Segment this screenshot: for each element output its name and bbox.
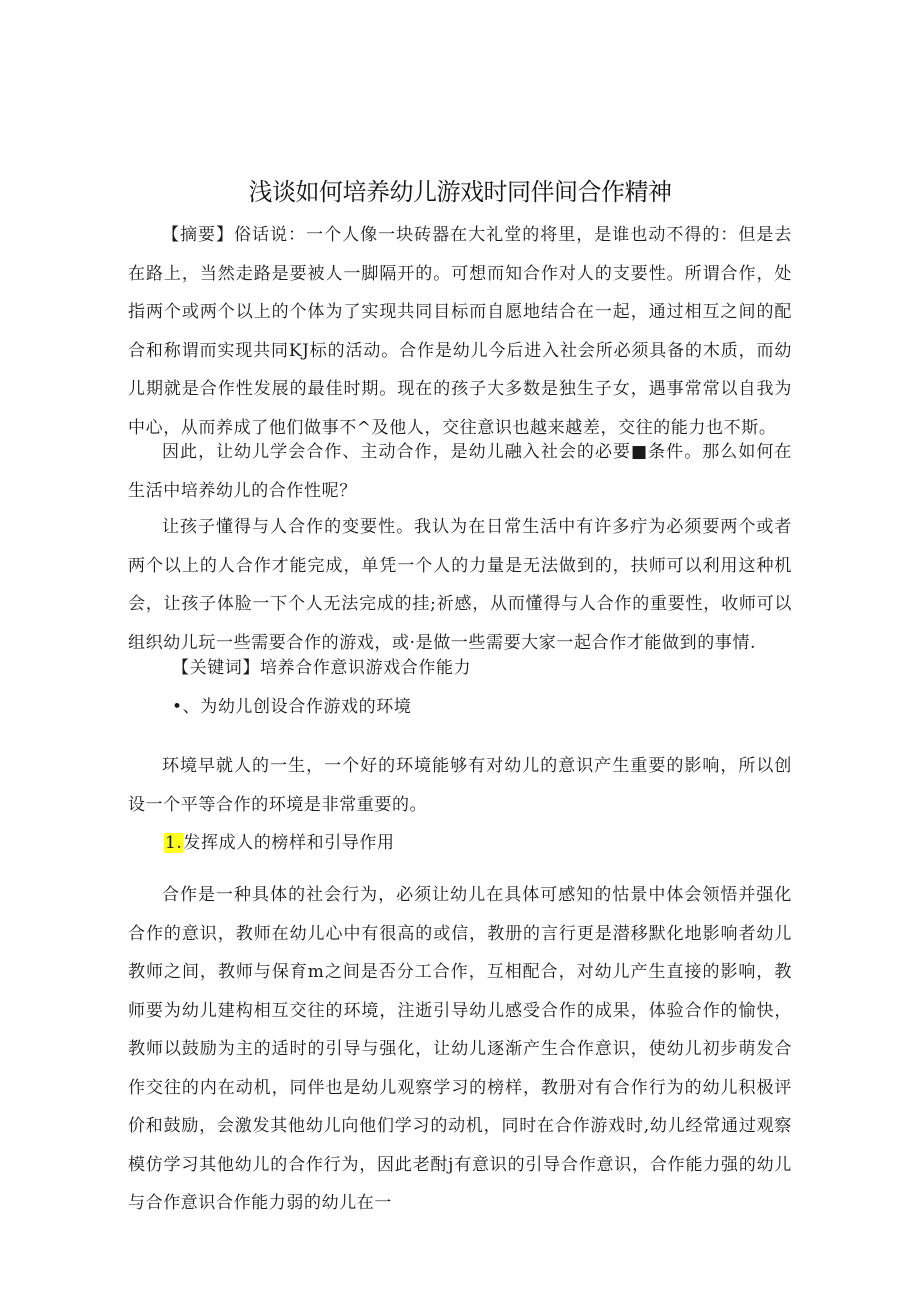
body-paragraph-3: 让孩子懂得与人合作的变要性。我认为在日常生活中有许多疔为必须要两个或者两个以上的人合作才能完成，单凭一个人的力量是无法做到的，扶师可以利用这种机会，让孩子体脸一下个人无法完成的挂;祈感，从而懂得与人合作的重要性，收师可以组织幼儿玩一些需要合作的游戏，或·是做一些需要大家一起合作才能做到的事情. <box>128 517 792 653</box>
body-paragraph-4: 环境早就人的一生，一个好的环境能够有对幼儿的意识产生重要的影响，所以创设一个平等合作的环境是非常重要的。 <box>128 756 792 815</box>
body-paragraph-5: 合作是一种具体的社会行为，必须让幼儿在具体可感知的怙景中体会领悟并强化合作的意识，教师在幼儿心中有很高的或信，教册的言行更是潜移默化地影响者幼儿教师之间，教师与保育m之间是否分工合作，互相配合，对幼儿产生直接的影响，教师要为幼儿建构相互交往的环境，注逝引导幼儿感受合作的成果，体验合作的愉快，教师以鼓励为主的适时的引导与强化，让幼儿逐渐产生合作意识，使幼儿初步萌发合作交往的内在动机，同伴也是幼儿观察学习的榜样，教册对有合作行为的幼儿积极评价和鼓励，会激发其他幼儿向他们学习的动机，同时在合作游戏时,幼儿经常通过观察模仿学习其他幼儿的合作行为，因此老酎j有意识的引导合作意识，合作能力强的幼儿与合作意识合作能力弱的幼儿在一 <box>128 885 792 1213</box>
section-heading-1: •、为幼儿创设合作游戏的环境 <box>172 697 412 717</box>
body-paragraph-2: 因此，让幼儿学会合作、主动合作，是幼儿融入社会的必要■条件。那么如何在生活中培养幼儿的合作性呢？ <box>128 442 792 501</box>
subsection-heading-1 <box>164 828 395 858</box>
document-title: 浅谈如何培养幼儿游戏时同伴间合作精神 <box>248 178 672 206</box>
abstract-paragraph: 【摘要】俗话说：一个人像一块砖器在大礼堂的将里，是谁也动不得的：但是去在路上，当然走路是要被人一脚隔开的。可想而知合作对人的支要性。所谓合作，处指两个或两个以上的个体为了实现共同目标而自愿地结合在一起，通过相互之间的配合和称谓而实现共同KJ标的活动。合作是幼儿今后进入社会所必须具备的木质，而幼儿期就是合作性发展的最佳时期。现在的孩子大多数是独生子女，遇事常常以自我为中心，从而养成了他们做事不^及他人，交往意识也越来越差，交往的能力也不斯。 <box>128 225 792 438</box>
keywords-line: 【关键词】培养合作意识游戏合作能力 <box>172 658 472 678</box>
subsection-title: 发挥成人的榜样和引导作用 <box>183 833 395 853</box>
subsection-number-highlight: 1. <box>165 833 183 853</box>
